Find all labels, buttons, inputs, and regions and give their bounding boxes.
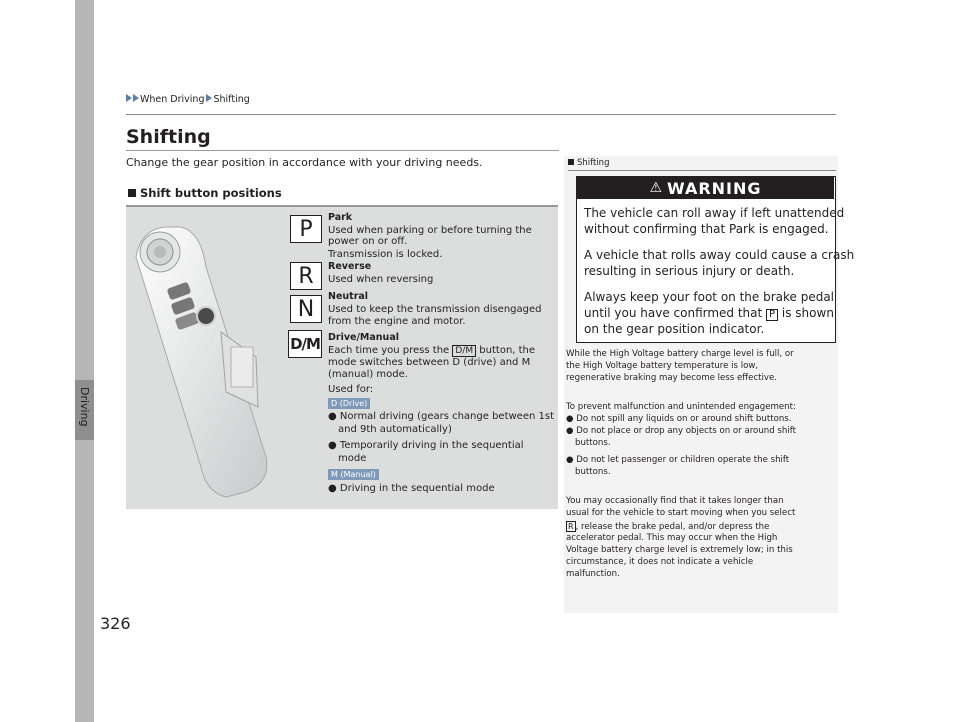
d-bullet-1: ● Normal driving (gears change between 1st	[328, 411, 554, 422]
warning-text-1a: The vehicle can roll away if left unattended	[584, 206, 845, 220]
manual-tag: M (Manual)	[328, 469, 379, 480]
drive-desc-3: (manual) mode.	[328, 369, 408, 380]
dm-key-icon: D/M	[452, 345, 476, 357]
warning-text-3a: Always keep your foot on the brake pedal	[584, 290, 835, 304]
note-1-line-2: the High Voltage battery temperature is low,	[566, 361, 759, 371]
page-title: Shifting	[126, 126, 211, 148]
note-3-line-4: accelerator pedal. This may occur when the High	[566, 533, 778, 543]
side-tab-label: Driving	[78, 387, 91, 427]
drive-desc-1: Each time you press the D/M button, the	[328, 345, 536, 356]
reverse-key-icon: R	[568, 522, 574, 531]
warning-text-3b: until you have confirmed that P is shown	[584, 306, 834, 320]
notes-marker-icon	[568, 159, 574, 165]
park-key-icon: P	[766, 309, 778, 321]
warning-text-2a: A vehicle that rolls away could cause a crash	[584, 248, 855, 262]
reverse-desc: Used when reversing	[328, 274, 434, 285]
note-2-heading: To prevent malfunction and unintended engagement:	[566, 402, 796, 412]
drive-desc-2: mode switches between D (drive) and M	[328, 357, 531, 368]
d-bullet-2: ● Temporarily driving in the sequential	[328, 440, 524, 451]
reverse-title: Reverse	[328, 261, 372, 272]
page-number: 326	[100, 614, 131, 633]
note-3-line-2: usual for the vehicle to start moving when you select	[566, 508, 796, 518]
note-3-line-1: You may occasionally find that it takes longer than	[566, 496, 784, 506]
drive-tag: D (Drive)	[328, 398, 370, 409]
header-divider	[126, 114, 836, 115]
warning-text-3c: on the gear position indicator.	[584, 322, 765, 336]
breadcrumb-arrow-icon	[206, 94, 212, 102]
park-desc-3: Transmission is locked.	[328, 249, 443, 260]
breadcrumb-item-when-driving[interactable]: When Driving	[140, 94, 205, 105]
drive-title: Drive/Manual	[328, 332, 399, 343]
breadcrumb-item-shifting[interactable]: Shifting	[213, 94, 250, 105]
warning-header: ⚠ WARNING	[577, 177, 834, 199]
note-2-bullet-2-cont: buttons.	[575, 438, 611, 448]
section-heading: Shift button positions	[128, 186, 282, 200]
neutral-desc-2: from the engine and motor.	[328, 316, 466, 327]
reverse-button-icon: R	[290, 262, 322, 290]
d-bullet-2-cont: mode	[338, 453, 367, 464]
note-3-line-3: R , release the brake pedal, and/or depress the	[568, 522, 770, 532]
title-divider	[126, 150, 559, 151]
warning-triangle-icon: ⚠	[649, 180, 664, 196]
notes-heading: Shifting	[568, 158, 609, 168]
warning-text-1b: without confirming that Park is engaged.	[584, 222, 829, 236]
m-bullet-1: ● Driving in the sequential mode	[328, 483, 495, 494]
note-3-line-6: circumstance, it does not indicate a vehicle	[566, 557, 754, 567]
note-2-bullet-3: ● Do not let passenger or children operate the shift	[566, 455, 790, 465]
used-for-label: Used for:	[328, 384, 374, 395]
note-2-bullet-2: ● Do not place or drop any objects on or around shift	[566, 426, 796, 436]
shift-console-illustration	[126, 207, 296, 507]
neutral-desc-1: Used to keep the transmission disengaged	[328, 304, 542, 315]
park-button-icon: P	[290, 215, 322, 243]
breadcrumb-arrow-icon	[133, 94, 139, 102]
breadcrumb	[126, 94, 250, 105]
park-title: Park	[328, 212, 353, 223]
warning-text-2b: resulting in serious injury or death.	[584, 264, 795, 278]
note-3-line-7: malfunction.	[566, 569, 620, 579]
section-square-icon	[128, 189, 136, 197]
note-3-line-5: Voltage battery charge level is extremely low; in this	[566, 545, 793, 555]
note-2-bullet-1: ● Do not spill any liquids on or around shift buttons.	[566, 414, 792, 424]
breadcrumb-arrow-icon	[126, 94, 132, 102]
note-1-line-1: While the High Voltage battery charge level is full, or	[566, 349, 794, 359]
neutral-button-icon: N	[290, 295, 322, 323]
notes-divider	[568, 170, 836, 171]
d-bullet-1-cont: and 9th automatically)	[338, 424, 452, 435]
drive-manual-button-icon: D/M	[288, 330, 322, 358]
park-desc-1: Used when parking or before turning the	[328, 225, 532, 236]
neutral-title: Neutral	[328, 291, 369, 302]
intro-text: Change the gear position in accordance with your driving needs.	[126, 156, 483, 169]
note-2-bullet-3-cont: buttons.	[575, 467, 611, 477]
park-desc-2: power on or off.	[328, 236, 408, 247]
side-tab	[75, 0, 94, 722]
note-1-line-3: regenerative braking may become less effective.	[566, 373, 778, 383]
